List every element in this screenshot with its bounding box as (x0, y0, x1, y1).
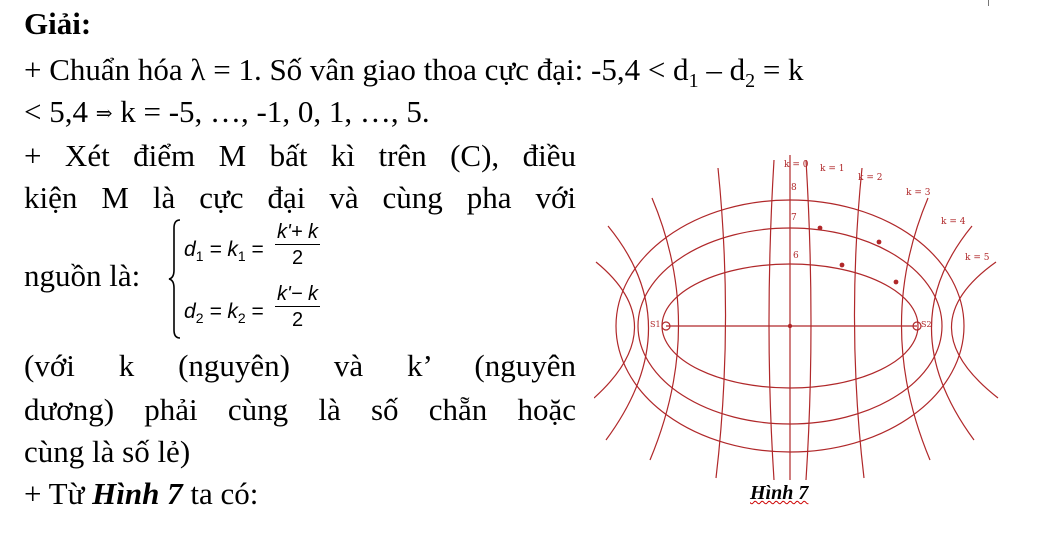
curly-brace-icon (168, 218, 182, 340)
label-s2: S2 (921, 320, 932, 329)
line2-suffix: k = -5, …, -1, 0, 1, …, 5. (112, 94, 430, 129)
eq1-lhs: d (184, 238, 196, 261)
label-k0: k = 0 (784, 160, 809, 170)
eq2-lhs: d (184, 300, 196, 323)
figure-caption-text: Hình 7 (750, 482, 809, 504)
max-point-2 (840, 263, 845, 268)
fraction-2 (275, 282, 320, 333)
line1-suffix: = k (755, 52, 804, 87)
figure-points (788, 226, 899, 329)
eq2-sub2: 2 (237, 310, 246, 326)
hyperbola-k5-right (951, 262, 998, 398)
fraction-2-denominator: 2 (291, 309, 304, 331)
eq1-mid: = k (203, 238, 238, 261)
max-point-1 (818, 226, 823, 231)
fraction-1-numerator: k'+ k (277, 221, 319, 243)
label-k5: k = 5 (965, 253, 990, 263)
text-line-7: dương) phải cùng là số chẵn hoặc (24, 392, 576, 427)
text-line-5: nguồn là: (24, 258, 141, 293)
eq1-equals: = (245, 238, 264, 261)
heading: Giải: (24, 6, 92, 41)
line9-suffix: ta có: (182, 476, 259, 511)
top-edge-mark (988, 0, 989, 6)
text-line-1 (24, 52, 804, 99)
hyperbola-k5-left (594, 262, 635, 398)
figure-curves (594, 155, 998, 480)
label-k2: k = 2 (858, 173, 883, 183)
fraction-1-denominator: 2 (291, 247, 304, 269)
fraction-2-numerator: k'− k (277, 283, 319, 305)
center-point (788, 324, 792, 328)
hyperbola-k4-left (606, 226, 649, 440)
equation-2 (184, 300, 264, 326)
figure-caption (750, 482, 808, 505)
eq1-sub: 1 (195, 248, 204, 264)
label-ellipse-8: 8 (791, 183, 797, 193)
figure-labels (650, 160, 990, 329)
line1-sub2: 2 (745, 70, 756, 92)
hyperbola-k2-right (854, 168, 864, 478)
equation-1 (184, 238, 264, 264)
eq1-sub2: 1 (237, 248, 246, 264)
label-k3: k = 3 (906, 188, 931, 198)
max-point-3 (877, 240, 882, 245)
line2-prefix: < 5,4 (24, 94, 96, 129)
line9-prefix: + Từ (24, 476, 93, 511)
label-ellipse-7: 7 (791, 213, 797, 223)
hyperbola-k1-right (806, 160, 811, 480)
hyperbola-k2-left (716, 168, 726, 478)
text-line-6: (với k (nguyên) và k’ (nguyên (24, 348, 576, 383)
text-line-9 (24, 476, 258, 512)
label-k1: k = 1 (820, 164, 845, 174)
fraction-1 (275, 220, 320, 271)
text-line-4: kiện M là cực đại và cùng pha với (24, 180, 576, 215)
line1-sub1: 1 (688, 70, 699, 92)
line1-mid: – d (698, 52, 746, 87)
equation-system (168, 218, 348, 340)
line9-figure-ref: Hình 7 (92, 476, 183, 511)
label-ellipse-6: 6 (793, 251, 799, 261)
max-point-4 (894, 280, 899, 285)
interference-figure (594, 140, 1014, 485)
implies-arrow-icon: ⇒ (95, 103, 113, 125)
hyperbola-k1-left (769, 160, 774, 480)
text-line-3: + Xét điểm M bất kì trên (C), điều (24, 138, 576, 173)
eq2-sub: 2 (195, 310, 204, 326)
line1-prefix: + Chuẩn hóa λ = 1. Số vân giao thoa cực đại: -5,4 < d (24, 52, 689, 87)
eq2-mid: = k (203, 300, 238, 323)
text-line-8: cùng là số lẻ) (24, 434, 191, 469)
label-s1: S1 (650, 320, 661, 329)
eq2-equals: = (245, 300, 264, 323)
text-line-2 (24, 94, 430, 132)
label-k4: k = 4 (941, 217, 966, 227)
